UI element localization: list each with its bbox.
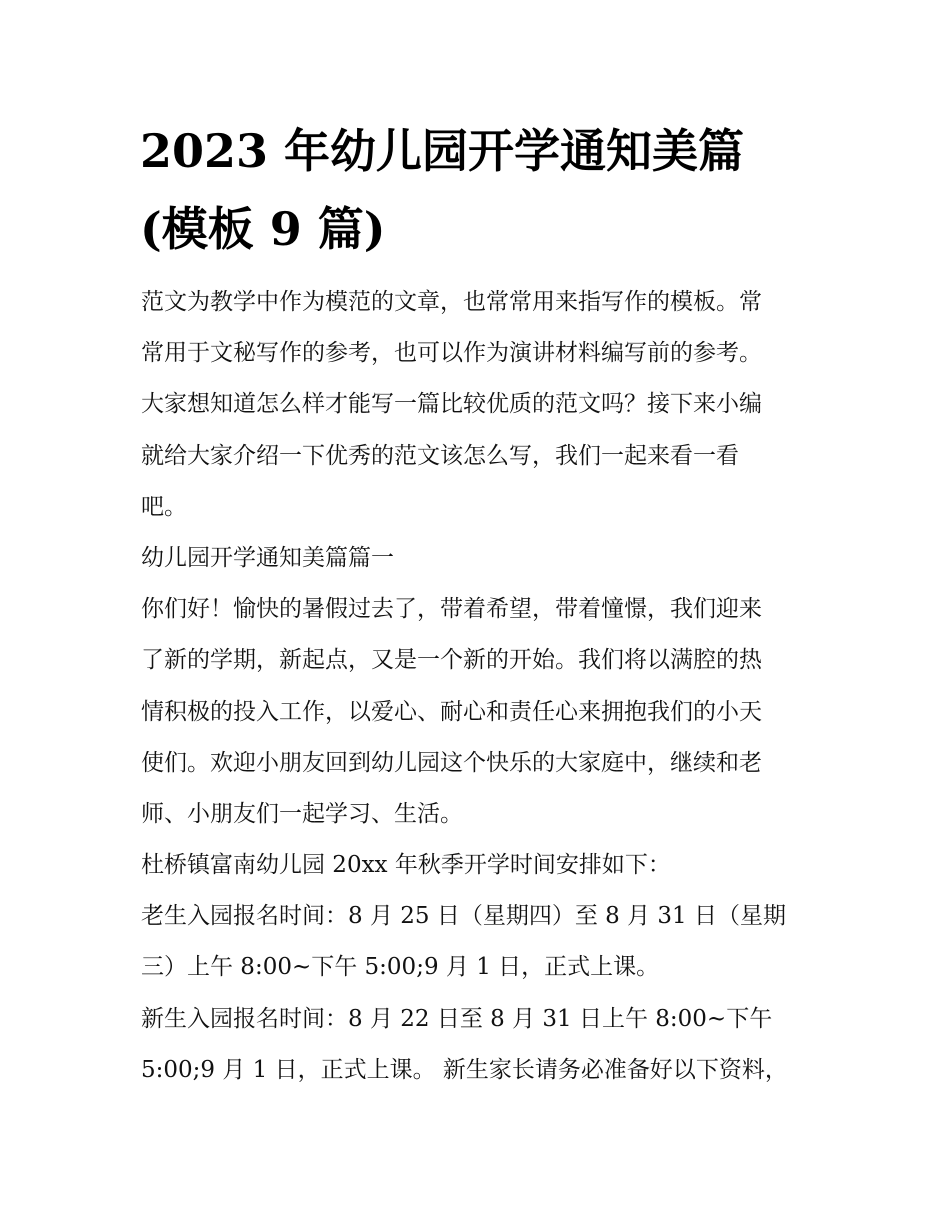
intro-line: 吧。 xyxy=(141,493,187,520)
paragraph-line: 你们好！愉快的暑假过去了，带着希望，带着憧憬，我们迎来 xyxy=(141,596,762,623)
paragraph-line: 使们。欢迎小朋友回到幼儿园这个快乐的大家庭中，继续和老 xyxy=(141,749,762,776)
title-line: (模板 9 篇) xyxy=(140,202,386,256)
document-body xyxy=(141,277,831,1096)
intro-line: 就给大家介绍一下优秀的范文该怎么写，我们一起来看一看 xyxy=(141,442,739,469)
schedule-line: 老生入园报名时间：8 月 25 日（星期四）至 8 月 31 日（星期 xyxy=(141,903,786,930)
document-title xyxy=(140,112,820,268)
section-heading: 幼儿园开学通知美篇篇一 xyxy=(141,544,394,571)
intro-line: 大家想知道怎么样才能写一篇比较优质的范文吗？接下来小编 xyxy=(141,391,762,418)
schedule-heading: 杜桥镇富南幼儿园 20xx 年秋季开学时间安排如下： xyxy=(141,852,671,879)
paragraph-line: 情积极的投入工作，以爱心、耐心和责任心来拥抱我们的小天 xyxy=(141,698,762,725)
schedule-line: 新生入园报名时间：8 月 22 日至 8 月 31 日上午 8:00~下午 xyxy=(141,1005,773,1032)
intro-line: 范文为教学中作为模范的文章，也常常用来指写作的模板。常 xyxy=(141,289,762,315)
paragraph-line: 了新的学期，新起点，又是一个新的开始。我们将以满腔的热 xyxy=(141,647,762,674)
schedule-line: 5:00;9 月 1 日，正式上课。 新生家长请务必准备好以下资料， xyxy=(141,1056,788,1083)
intro-line: 常用于文秘写作的参考，也可以作为演讲材料编写前的参考。 xyxy=(141,340,762,367)
paragraph-line: 师、小朋友们一起学习、生活。 xyxy=(141,800,463,827)
title-line: 2023 年幼儿园开学通知美篇 xyxy=(140,124,745,178)
schedule-line: 三）上午 8:00~下午 5:00;9 月 1 日，正式上课。 xyxy=(141,954,660,981)
